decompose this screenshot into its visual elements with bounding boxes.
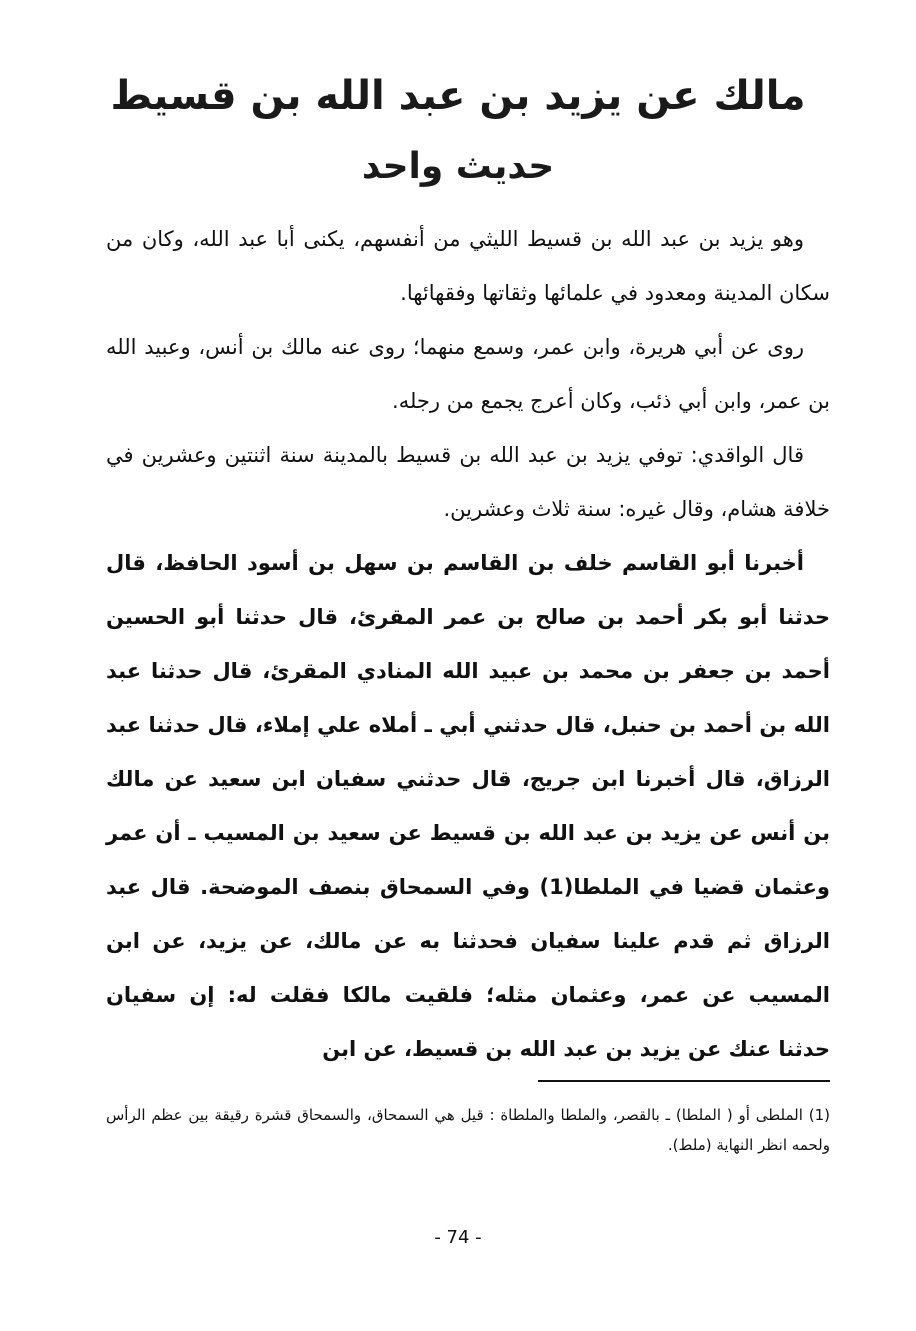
chapter-subtitle: حديث واحد — [361, 146, 555, 187]
page-number: - 74 - — [434, 1227, 482, 1248]
paragraph-narrators: روى عن أبي هريرة، وابن عمر، وسمع منهما؛ روى عنه مالك بن أنس، وعبيد الله بن عمر، وابن أبي ذئب، وكان أعرج يجمع من رجله. — [106, 335, 830, 413]
main-text — [106, 212, 830, 1076]
chapter-title: مالك عن يزيد بن عبد الله بن قسيط — [110, 73, 806, 119]
paragraph-death: قال الواقدي: توفي يزيد بن عبد الله بن قسيط بالمدينة سنة اثنتين وعشرين في خلافة هشام، وقال غيره: سنة ثلاث وعشرين. — [106, 443, 830, 521]
paragraph-hadith: أخبرنا أبو القاسم خلف بن القاسم بن سهل بن أسود الحافظ، قال حدثنا أبو بكر أحمد بن صالح بن عمر المقرئ، قال حدثنا أبو الحسين أحمد بن جعفر بن محمد بن عبيد الله المنادي المقرئ، قال حدثنا عبد الله بن أحمد بن حنبل، قال حدثني أبي ـ أملاه علي إملاء، قال حدثنا عبد الرزاق، قال أخبرنا ابن جريج، قال حدثني سفيان ابن سعيد عن مالك بن أنس عن يزيد بن عبد الله بن قسيط عن سعيد بن المسيب ـ أن عمر وعثمان قضيا في الملطا(1) وفي السمحاق بنصف الموضحة. قال عبد الرزاق ثم قدم علينا سفيان فحدثنا به عن مالك، عن يزيد، عن ابن المسيب عن عمر، وعثمان مثله؛ فلقيت مالكا فقلت له: إن سفيان حدثنا عنك عن يزيد بن عبد الله بن قسيط، عن ابن — [106, 551, 830, 1061]
footnote: (1) الملطى أو ( الملطا) ـ بالقصر، والملطا والملطاة : قيل هي السمحاق، والسمحاق قشرة رقيقة بين عظم الرأس ولحمه انظر النهاية (ملط). — [106, 1106, 830, 1154]
footnote-divider — [538, 1080, 830, 1082]
paragraph-biography: وهو يزيد بن عبد الله بن قسيط الليثي من أنفسهم، يكنى أبا عبد الله، وكان من سكان المدينة ومعدود في علمائها وثقاتها وفقهائها. — [106, 227, 830, 305]
